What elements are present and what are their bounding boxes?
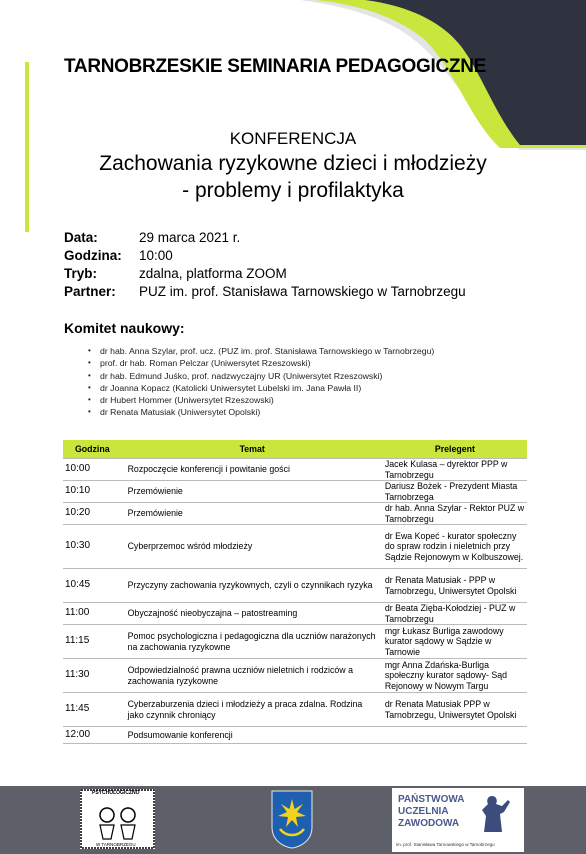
table-cell-topic: Cyberzaburzenia dzieci i młodzieży a praca zdalna. Rodzina jako czynnik chroniący (122, 693, 383, 727)
coat-of-arms-icon (270, 789, 314, 849)
info-partner (64, 284, 466, 299)
info-date (64, 230, 240, 245)
table-row (63, 525, 527, 569)
table-cell-time: 10:00 (63, 459, 122, 481)
table-cell-topic: Przyczyny zachowania ryzykownych, czyli o czynnikach ryzyka (122, 569, 383, 603)
table-cell-time: 10:30 (63, 525, 122, 569)
table-cell-speaker: mgr Anna Zdańska-Burliga społeczny kurator sądowy- Sąd Rejonowy w Nowym Targu (383, 659, 527, 693)
org-title: TARNOBRZESKIE SEMINARIA PEDAGOGICZNE (64, 56, 486, 77)
info-value: PUZ im. prof. Stanisława Tarnowskiego w Tarnobrzegu (139, 284, 466, 299)
committee-list (88, 345, 434, 419)
conference-title-line2: - problemy i profilaktyka (182, 179, 404, 202)
puz-logo-subtitle: im. prof. Stanisława Tarnowskiego w Tarnobrzegu (396, 842, 495, 847)
puz-statue-icon (474, 792, 514, 838)
table-cell-speaker (383, 727, 527, 744)
info-time (64, 248, 173, 263)
table-cell-speaker: Jacek Kulasa – dyrektor PPP w Tarnobrzegu (383, 459, 527, 481)
table-cell-time: 10:20 (63, 503, 122, 525)
table-row (63, 459, 527, 481)
clinic-logo (80, 789, 155, 849)
table-cell-topic: Rozpoczęcie konferencji i powitanie gości (122, 459, 383, 481)
table-cell-speaker: dr Renata Matusiak PPP w Tarnobrzegu, Uniwersytet Opolski (383, 693, 527, 727)
table-row (63, 693, 527, 727)
clinic-logo-text-top: PSYCHOLOGICZNO (92, 790, 140, 796)
table-cell-speaker: dr Ewa Kopeć - kurator społeczny do spraw rodzin i nieletnich przy Sądzie Rejonowym w Kolbuszowej. (383, 525, 527, 569)
footer (0, 786, 586, 854)
table-row (63, 569, 527, 603)
table-cell-topic: Przemówienie (122, 503, 383, 525)
table-cell-topic: Obyczajność nieobyczajna – patostreaming (122, 603, 383, 625)
table-cell-topic: Odpowiedzialność prawna uczniów nieletnich i rodziców a zachowania ryzykowne (122, 659, 383, 693)
schedule-body (63, 459, 527, 744)
column-header: Godzina (63, 440, 122, 459)
clinic-logo-text-bottom: W TARNOBRZEGU (96, 842, 136, 847)
info-label: Data: (64, 230, 98, 245)
conference-title-line1: Zachowania ryzykowne dzieci i młodzieży (99, 152, 487, 175)
puz-logo-line: PAŃSTWOWA (398, 794, 465, 805)
list-item: • prof. dr hab. Roman Pelczar (Uniwersytet Rzeszowski) (88, 357, 434, 369)
table-cell-speaker: mgr Łukasz Burliga zawodowy kurator sądowy w Sądzie w Tarnowie (383, 625, 527, 659)
table-header-row (63, 440, 527, 459)
schedule-table (63, 440, 527, 744)
list-item: • dr Hubert Hommer (Uniwersytet Rzeszowski) (88, 394, 434, 406)
list-item: • dr Renata Matusiak (Uniwersytet Opolski) (88, 406, 434, 418)
table-cell-time: 11:15 (63, 625, 122, 659)
table-row (63, 603, 527, 625)
table-cell-time: 11:00 (63, 603, 122, 625)
table-cell-speaker: dr Renata Matusiak - PPP w Tarnobrzegu, Uniwersytet Opolski (383, 569, 527, 603)
table-cell-topic: Pomoc psychologiczna i pedagogiczna dla uczniów narażonych na zachowania ryzykowne (122, 625, 383, 659)
table-row (63, 727, 527, 744)
table-cell-topic: Cyberprzemoc wśród młodzieży (122, 525, 383, 569)
conference-label: KONFERENCJA (229, 129, 357, 148)
table-cell-time: 10:45 (63, 569, 122, 603)
table-cell-time: 10:10 (63, 481, 122, 503)
table-cell-speaker: Dariusz Bożek - Prezydent Miasta Tarnobrzega (383, 481, 527, 503)
table-cell-topic: Podsumowanie konferencji (122, 727, 383, 744)
column-header: Prelegent (383, 440, 527, 459)
table-row (63, 625, 527, 659)
table-cell-speaker: dr hab. Anna Szylar - Rektor PUZ w Tarnobrzegu (383, 503, 527, 525)
committee-heading: Komitet naukowy: (64, 320, 185, 336)
conference-title (0, 150, 586, 204)
table-cell-time: 11:45 (63, 693, 122, 727)
puz-logo-line: ZAWODOWA (398, 818, 460, 829)
puz-logo (392, 788, 524, 852)
table-cell-topic: Przemówienie (122, 481, 383, 503)
list-item: • dr Joanna Kopacz (Katolicki Uniwersytet Lubelski im. Jana Pawła II) (88, 382, 434, 394)
table-cell-time: 11:30 (63, 659, 122, 693)
info-value: zdalna, platforma ZOOM (139, 266, 287, 281)
info-mode (64, 266, 287, 281)
table-row (63, 659, 527, 693)
table-row (63, 481, 527, 503)
clinic-logo-graphic (80, 789, 155, 849)
info-value: 10:00 (139, 248, 173, 263)
info-value: 29 marca 2021 r. (139, 230, 241, 245)
puz-logo-line: UCZELNIA (398, 806, 449, 817)
table-row (63, 503, 527, 525)
info-label: Godzina: (64, 248, 122, 263)
table-cell-speaker: dr Beata Zięba-Kołodziej - PUZ w Tarnobrzegu (383, 603, 527, 625)
column-header: Temat (122, 440, 383, 459)
list-item: • dr hab. Anna Szylar, prof. ucz. (PUZ im. prof. Stanisława Tarnowskiego w Tarnobrzegu) (88, 345, 434, 357)
table-cell-time: 12:00 (63, 727, 122, 744)
info-label: Partner: (64, 284, 116, 299)
puz-logo-text (398, 794, 464, 830)
list-item: • dr hab. Edmund Juśko, prof. nadzwyczajny UR (Uniwersytet Rzeszowski) (88, 370, 434, 382)
info-label: Tryb: (64, 266, 98, 281)
